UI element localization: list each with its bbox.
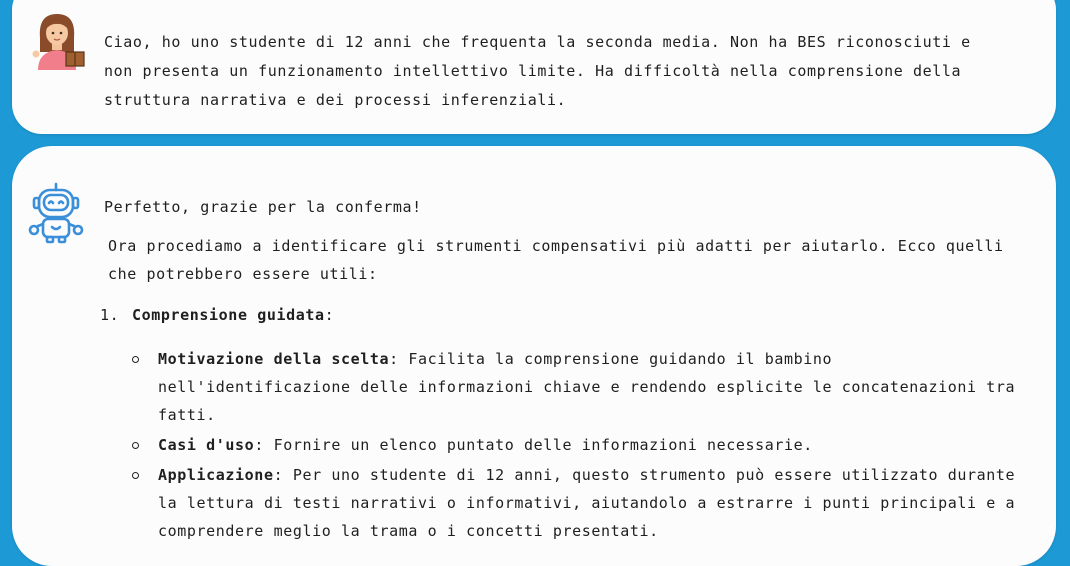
list-item <box>132 431 1032 459</box>
bullet-label: Applicazione <box>158 466 274 484</box>
bullet-icon <box>132 442 139 449</box>
list-number: 1. <box>100 306 120 324</box>
list-item <box>132 345 1032 429</box>
bullet-text: : Facilita la comprensione guidando il bambino nell'identificazione delle informazioni chiave e rendendo esplicite le concatenazioni tra fatti. <box>158 350 1016 424</box>
user-message-text: Ciao, ho uno studente di 12 anni che frequenta la seconda media. Non ha BES riconosciuti e non presenta un funzionamento intellettivo limite. Ha difficoltà nella comprensione della struttura narrativa e dei processi inferenziali. <box>104 33 971 109</box>
teacher-avatar-icon <box>26 8 88 70</box>
bullet-icon <box>132 356 139 363</box>
bullet-label: Motivazione della scelta <box>158 350 390 368</box>
list-item <box>132 461 1032 545</box>
bullet-icon <box>132 472 139 479</box>
list-item-title: Comprensione guidata <box>132 306 325 324</box>
bullet-text: : Fornire un elenco puntato delle informazioni necessarie. <box>254 436 813 454</box>
bot-intro-text: Ora procediamo a identificare gli strumenti compensativi più adatti per aiutarlo. Ecco quelli che potrebbero essere utili: <box>108 237 1004 283</box>
bot-greeting-text: Perfetto, grazie per la conferma! <box>104 198 422 216</box>
bullet-label: Casi d'uso <box>158 436 255 454</box>
bullet-text: : Per uno studente di 12 anni, questo strumento può essere utilizzato durante la lettura di testi narrativi o informativi, aiutandolo a estrarre i punti principali e a comprendere meglio la trama o i concetti presentati. <box>158 466 1016 540</box>
numbered-list-item <box>100 302 334 328</box>
robot-avatar-icon <box>26 180 86 246</box>
bullet-list <box>132 345 1032 547</box>
list-item-suffix: : <box>324 306 335 324</box>
